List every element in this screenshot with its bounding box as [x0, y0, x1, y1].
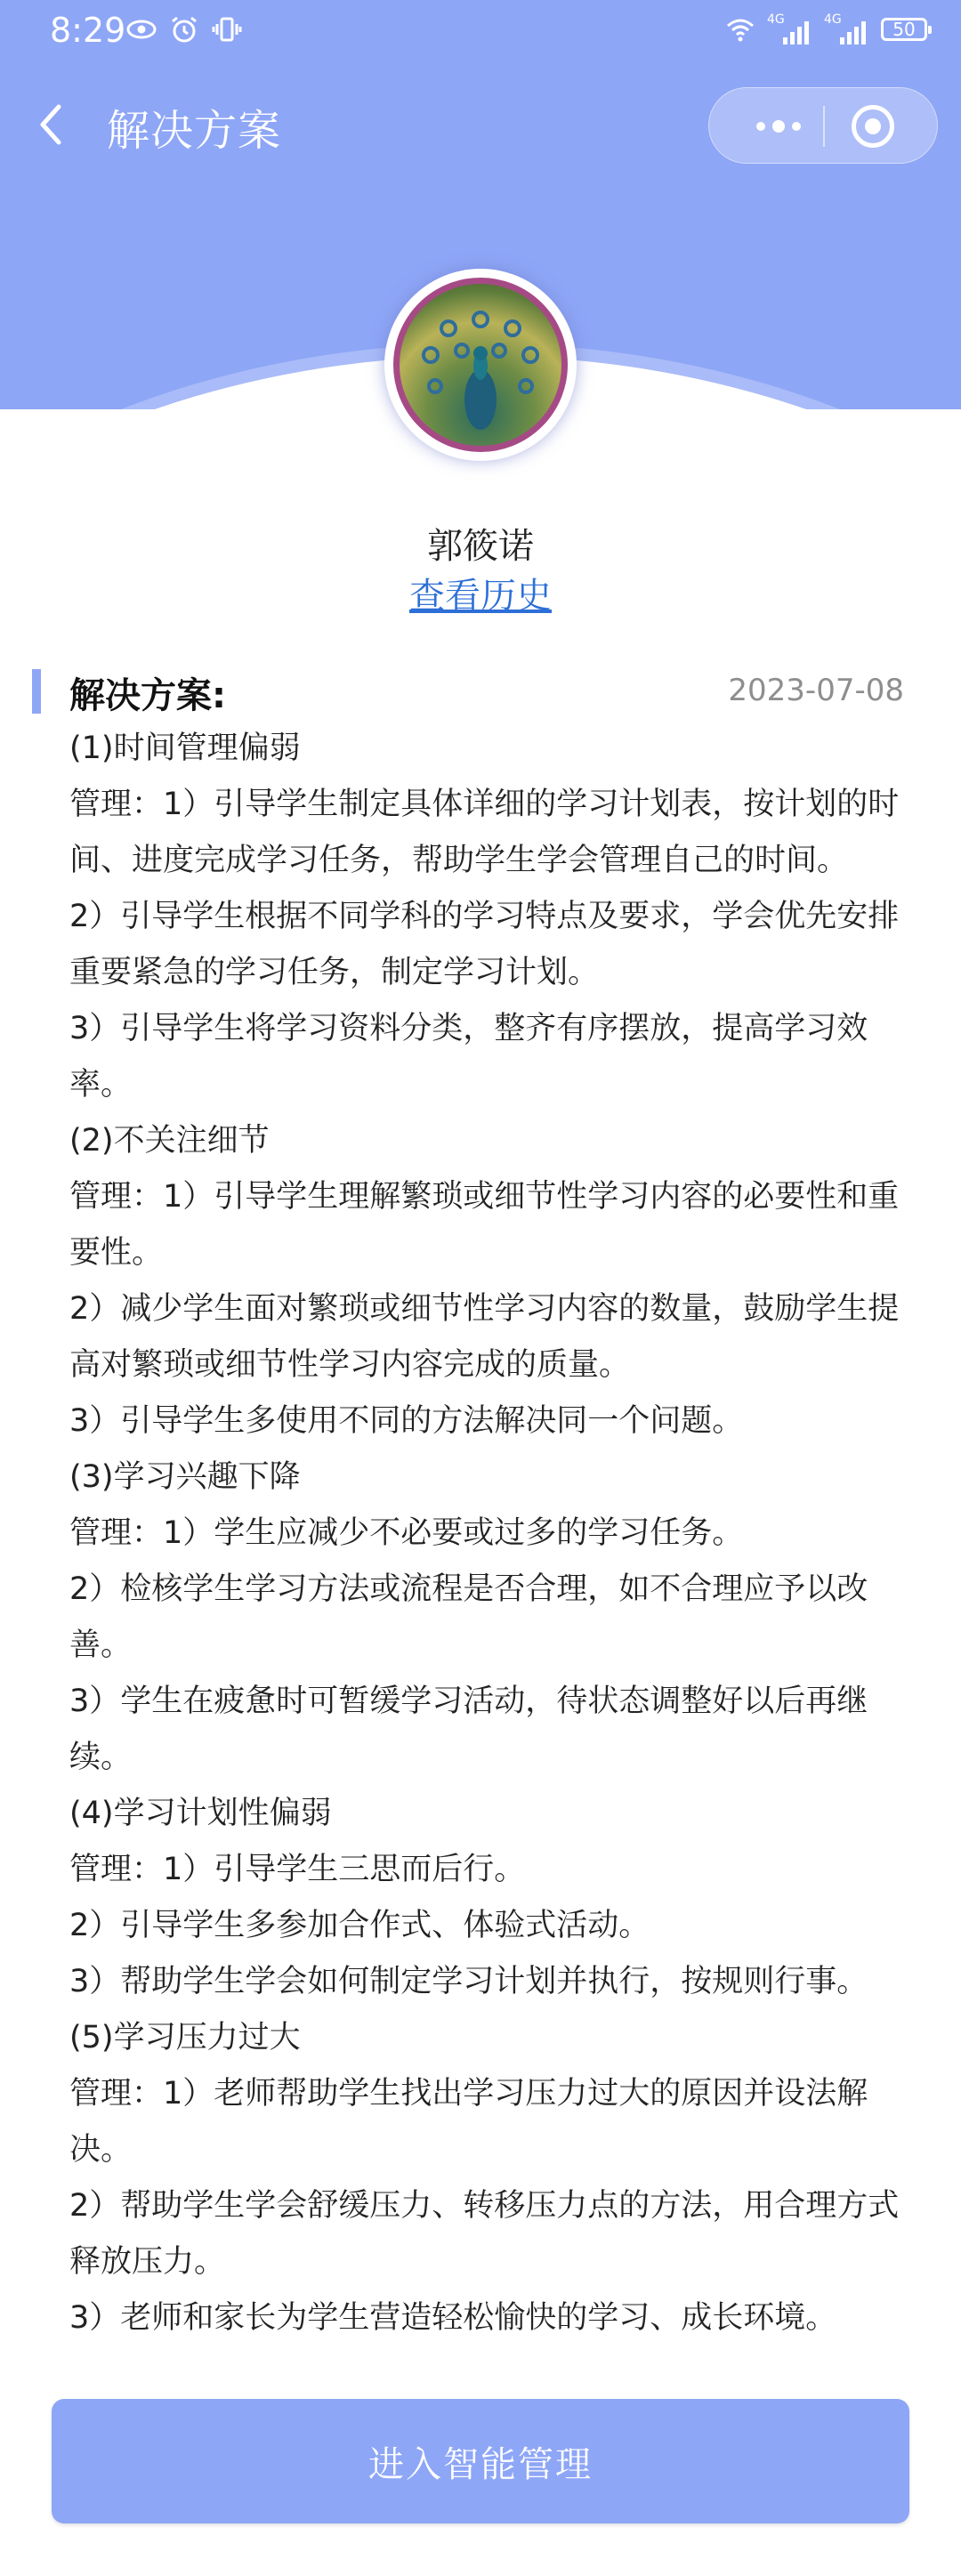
content-line: 管理：1）引导学生制定具体详细的学习计划表，按计划的时间、进度完成学习任务，帮助学生学会管理自己的时间。 [69, 787, 900, 878]
status-right-icons [723, 12, 927, 46]
view-history-link[interactable]: 查看历史 [409, 576, 552, 617]
avatar-frame [384, 269, 577, 461]
content-line: (2)不关注细节 [69, 1123, 270, 1159]
alarm-icon [169, 14, 199, 44]
status-left-icons [126, 14, 242, 44]
content-line: 3）帮助学生学会如何制定学习计划并执行，按规则行事。 [69, 1964, 868, 1999]
avatar [393, 278, 568, 452]
status-time: 8:29 [50, 11, 126, 50]
battery-indicator: 50 [881, 18, 927, 41]
mini-program-capsule [708, 87, 938, 164]
wifi-icon [723, 14, 758, 44]
content-line: (4)学习计划性偏弱 [69, 1796, 332, 1831]
content-line: 2）引导学生多参加合作式、体验式活动。 [69, 1908, 650, 1943]
cell-signal-1 [767, 12, 815, 46]
content-line: (3)学习兴趣下降 [69, 1459, 301, 1495]
content-line: 3）引导学生将学习资料分类，整齐有序摆放，提高学习效率。 [69, 1011, 868, 1102]
content-line: 管理：1）引导学生三思而后行。 [69, 1852, 526, 1887]
vibrate-icon [212, 14, 242, 44]
content-line: 2）引导学生根据不同学科的学习特点及要求，学会优先安排重要紧急的学习任务，制定学习计划。 [69, 899, 900, 990]
content-line: 3）引导学生多使用不同的方法解决同一个问题。 [69, 1403, 744, 1439]
cell-signal-2 [824, 12, 872, 46]
content-line: (1)时间管理偏弱 [69, 731, 301, 766]
content-line: 3）老师和家长为学生营造轻松愉快的学习、成长环境。 [69, 2300, 837, 2336]
section-accent-bar [32, 669, 41, 714]
chevron-left-icon[interactable] [32, 98, 71, 151]
cell-signal-2-label: 4G [824, 12, 842, 27]
content-line: 管理：1）学生应减少不必要或过多的学习任务。 [69, 1515, 744, 1551]
page-title: 解决方案 [107, 106, 282, 156]
section-title: 解决方案: [69, 675, 226, 716]
eye-icon [126, 14, 157, 44]
content-line: 3）学生在疲惫时可暂缓学习活动，待状态调整好以后再继续。 [69, 1684, 868, 1775]
solution-content [69, 721, 902, 2346]
content-line: (5)学习压力过大 [69, 2020, 301, 2055]
capsule-divider [823, 106, 825, 147]
content-line: 2）减少学生面对繁琐或细节性学习内容的数量，鼓励学生提高对繁琐或细节性学习内容完成的质量。 [69, 1291, 900, 1383]
enter-smart-management-button[interactable]: 进入智能管理 [52, 2399, 909, 2524]
peacock-avatar-image [400, 284, 561, 446]
content-line: 管理：1）老师帮助学生找出学习压力过大的原因并设法解决。 [69, 2076, 868, 2168]
user-name: 郭筱诺 [427, 526, 534, 567]
content-line: 2）帮助学生学会舒缓压力、转移压力点的方法，用合理方式释放压力。 [69, 2188, 900, 2280]
content-line: 2）检核学生学习方法或流程是否合理，如不合理应予以改善。 [69, 1571, 868, 1663]
more-dots-icon[interactable] [734, 88, 823, 165]
content-line: 管理：1）引导学生理解繁琐或细节性学习内容的必要性和重要性。 [69, 1179, 900, 1271]
cell-signal-1-label: 4G [767, 12, 785, 27]
target-close-icon[interactable] [852, 105, 894, 148]
status-bar [0, 0, 961, 68]
section-date: 2023-07-08 [728, 673, 904, 708]
